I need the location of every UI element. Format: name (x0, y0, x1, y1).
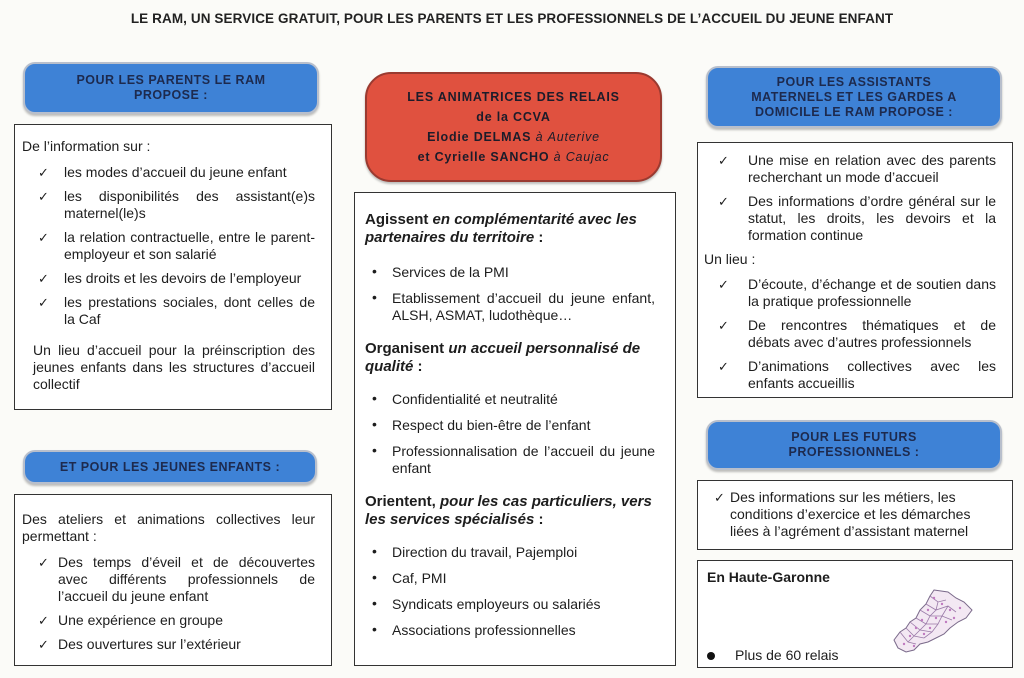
agissent-list (359, 264, 655, 324)
haute-garonne-bullet (707, 647, 839, 664)
list-item: ✓ De rencontres thématiques et de débats avec d’autres professionnels (702, 317, 996, 351)
list-item: ✓ la relation contractuelle, entre le parent-employeur et son salarié (22, 229, 315, 263)
assistants-lieu: Un lieu : (704, 251, 756, 267)
haute-garonne-map-icon (890, 588, 975, 654)
assistants-bubble-line-1: POUR LES ASSISTANTS (776, 74, 932, 89)
enfants-box (14, 494, 332, 666)
organisent-bold: Organisent (365, 340, 445, 357)
futurs-box (697, 480, 1013, 550)
list-item: • Direction du travail, Pajemploi (359, 544, 655, 561)
list-item: • Services de la PMI (359, 264, 655, 281)
list-item: ✓ Des informations sur les métiers, les conditions d’exercice et les démarches liées à l’agrément d’assistant maternel (698, 489, 998, 540)
organisent-list (359, 391, 655, 477)
enfants-bubble (23, 450, 317, 484)
agissent-heading (365, 211, 666, 247)
enfants-bubble-label: ET POUR LES JEUNES ENFANTS : (59, 459, 281, 474)
list-item: • Etablissement d’accueil du jeune enfant, ALSH, ASMAT, ludothèque… (359, 290, 655, 324)
list-item: ✓ les prestations sociales, dont celles de la Caf (22, 294, 315, 328)
futurs-bubble-line-2: PROFESSIONNELS : (788, 445, 920, 459)
list-item: ✓ D’animations collectives avec les enfants accueillis (702, 358, 996, 392)
page-title: LE RAM, UN SERVICE GRATUIT, POUR LES PARENTS ET LES PROFESSIONNELS DE L’ACCUEIL DU JEUNE ENFANT (130, 11, 894, 26)
list-item: • Respect du bien-être de l’enfant (359, 417, 655, 434)
animatrice-place-1: Auterive (547, 130, 600, 144)
futurs-list (698, 489, 998, 540)
organisent-heading (365, 340, 666, 376)
list-item: ✓ Des temps d’éveil et de découvertes avec différents professionnels de l’accueil du jeune enfant (22, 554, 315, 605)
assistants-bubble-line-3: DOMICILE LE RAM PROPOSE : (755, 104, 953, 119)
list-item: • Caf, PMI (359, 570, 655, 587)
animatrices-bubble (365, 72, 662, 182)
relais-count: Plus de 60 relais (735, 647, 839, 663)
animatrice-a-1: à (535, 130, 544, 144)
parents-outro: Un lieu d’accueil pour la préinscription des jeunes enfants dans les structures d’accueil collectif (33, 342, 315, 392)
futurs-bubble-line-1: POUR LES FUTURS (791, 430, 917, 444)
list-item: ✓ les droits et les devoirs de l’employeur (22, 270, 315, 287)
list-item: • Syndicats employeurs ou salariés (359, 596, 655, 613)
animatrice-name-1: Elodie DELMAS (427, 130, 532, 144)
agissent-bold: Agissent (365, 211, 429, 228)
bullet-icon (707, 652, 715, 660)
orientent-bold: Orientent, (365, 493, 436, 510)
orientent-italic: pour les cas particuliers, vers les services spécialisés (365, 493, 652, 528)
colon: : (534, 511, 544, 528)
parents-bubble-line-1: POUR LES PARENTS LE RAM (76, 73, 266, 87)
list-item: • Associations professionnelles (359, 622, 655, 639)
list-item: ✓ Des ouvertures sur l’extérieur (22, 636, 315, 653)
list-item: ✓ les disponibilités des assistant(e)s maternel(le)s (22, 188, 315, 222)
parents-intro: De l’information sur : (22, 138, 151, 154)
assistants-list-1 (702, 152, 996, 244)
agissent-italic: en complémentarité avec les partenaires du territoire (365, 211, 637, 246)
list-item: • Professionnalisation de l’accueil du jeune enfant (359, 443, 655, 477)
parents-bubble (23, 62, 319, 114)
animatrices-line-3 (427, 127, 600, 147)
orientent-heading (365, 493, 666, 529)
assistants-list-2 (702, 276, 996, 392)
parents-list (22, 164, 315, 328)
enfants-list (22, 554, 315, 653)
parents-box (14, 124, 332, 410)
animatrices-line-1: LES ANIMATRICES DES RELAIS (407, 90, 620, 104)
list-item: ✓ les modes d’accueil du jeune enfant (22, 164, 315, 181)
colon: : (413, 358, 423, 375)
haute-garonne-heading: En Haute-Garonne (707, 569, 830, 585)
animatrice-a-2: à (553, 150, 562, 164)
list-item: ✓ Une expérience en groupe (22, 612, 315, 629)
animatrice-place-2: Caujac (565, 150, 610, 164)
list-item: • Confidentialité et neutralité (359, 391, 655, 408)
animatrices-line-4 (418, 147, 610, 167)
assistants-bubble (706, 66, 1002, 128)
parents-bubble-line-2: PROPOSE : (134, 88, 208, 102)
list-item: ✓ Des informations d’ordre général sur le statut, les droits, les devoirs et la formation continue (702, 193, 996, 244)
organisent-italic: un accueil personnalisé de qualité (365, 340, 641, 375)
colon: : (534, 229, 544, 246)
enfants-intro: Des ateliers et animations collectives leur permettant : (22, 511, 315, 544)
animatrice-name-2: Cyrielle SANCHO (434, 150, 550, 164)
orientent-list (359, 544, 655, 639)
list-item: ✓ Une mise en relation avec des parents recherchant un mode d’accueil (702, 152, 996, 186)
animatrice-et: et (417, 150, 431, 164)
assistants-bubble-line-2: MATERNELS ET LES GARDES A (751, 89, 957, 104)
animatrices-line-2: de la CCVA (476, 110, 551, 124)
list-item: ✓ D’écoute, d’échange et de soutien dans la pratique professionnelle (702, 276, 996, 310)
center-box (354, 192, 676, 666)
futurs-bubble (706, 420, 1002, 470)
assistants-box (697, 142, 1013, 398)
